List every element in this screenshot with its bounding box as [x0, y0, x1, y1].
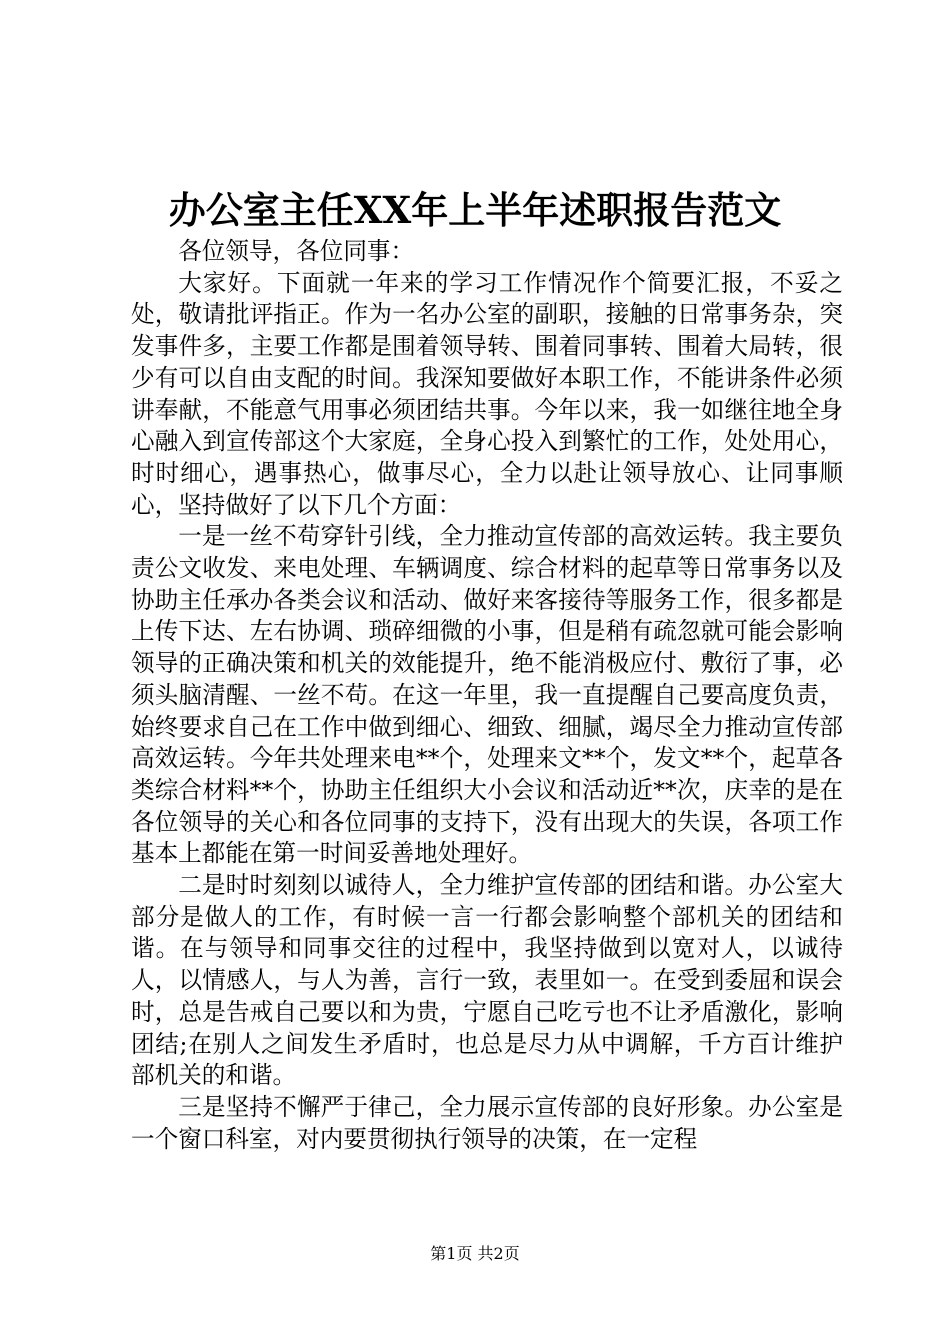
document-body [131, 236, 843, 1155]
point-one-paragraph: 一是一丝不苟穿针引线，全力推动宣传部的高效运转。我主要负责公文收发、来电处理、车辆调度、综合材料的起草等日常事务以及协助主任承办各类会议和活动、做好来客接待等服务工作，很多都是上传下达、左右协调、琐碎细微的小事，但是稍有疏忽就可能会影响领导的正确决策和机关的效能提升，绝不能消极应付、敷衍了事，必须头脑清醒、一丝不苟。在这一年里，我一直提醒自己要高度负责，始终要求自己在工作中做到细心、细致、细腻，竭尽全力推动宣传部高效运转。今年共处理来电**个，处理来文**个，发文**个，起草各类综合材料**个，协助主任组织大小会议和活动近**次，庆幸的是在各位领导的关心和各位同事的支持下，没有出现大的失误，各项工作基本上都能在第一时间妥善地处理好。 [131, 522, 843, 868]
document-title: 办公室主任XX年上半年述职报告范文 [168, 188, 782, 232]
point-three-paragraph: 三是坚持不懈严于律己，全力展示宣传部的良好形象。办公室是一个窗口科室，对内要贯彻执行领导的决策，在一定程 [131, 1092, 843, 1153]
point-two-paragraph: 二是时时刻刻以诚待人，全力维护宣传部的团结和谐。办公室大部分是做人的工作，有时候一言一行都会影响整个部机关的团结和谐。在与领导和同事交往的过程中，我坚持做到以宽对人，以诚待人，以情感人，与人为善，言行一致，表里如一。在受到委屈和误会时，总是告戒自己要以和为贵，宁愿自己吃亏也不让矛盾激化，影响团结;在别人之间发生矛盾时，也总是尽力从中调解，千方百计维护部机关的和谐。 [131, 871, 843, 1090]
intro-paragraph: 大家好。下面就一年来的学习工作情况作个简要汇报，不妥之处，敬请批评指正。作为一名办公室的副职，接触的日常事务杂，突发事件多，主要工作都是围着领导转、围着同事转、围着大局转，很少有可以自由支配的时间。我深知要做好本职工作，不能讲条件必须讲奉献，不能意气用事必须团结共事。今年以来，我一如继往地全身心融入到宣传部这个大家庭，全身心投入到繁忙的工作，处处用心，时时细心，遇事热心，做事尽心，全力以赴让领导放心、让同事顺心，坚持做好了以下几个方面： [131, 268, 843, 519]
salutation-paragraph: 各位领导，各位同事： [178, 237, 415, 265]
page-number-footer: 第1页 共2页 [430, 1244, 520, 1263]
